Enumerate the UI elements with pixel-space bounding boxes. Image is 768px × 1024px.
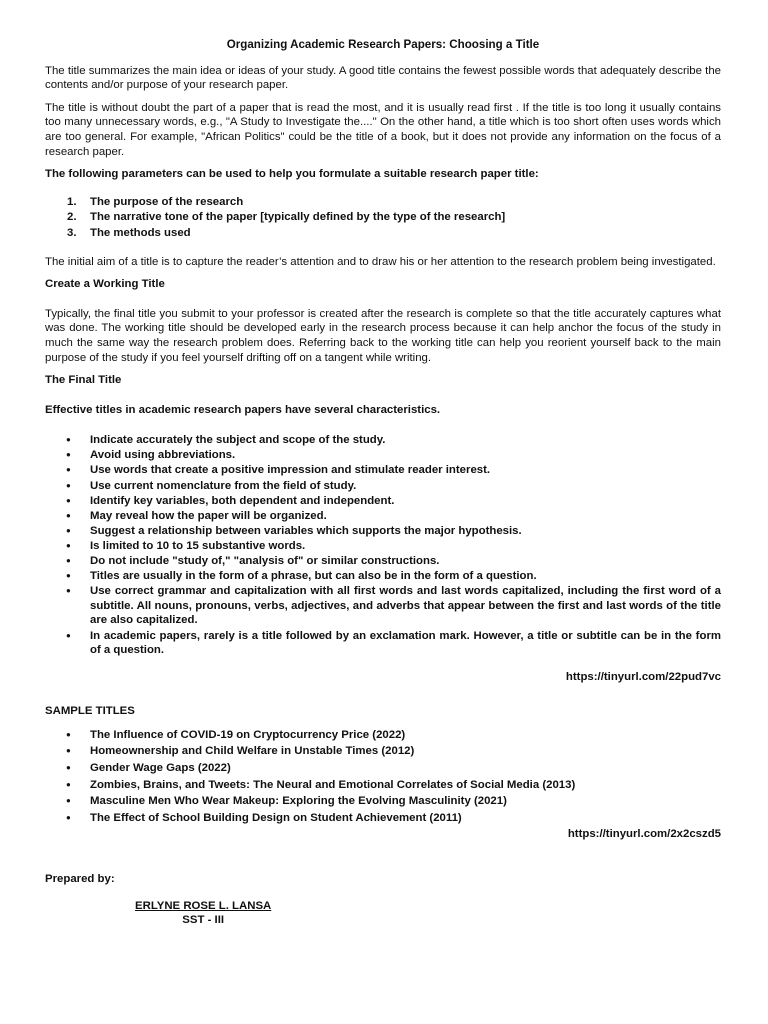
bullet-icon: ●: [66, 746, 71, 756]
list-item: [45, 479, 721, 494]
bullet-icon: ●: [66, 556, 71, 566]
list-item: [45, 226, 721, 241]
bullet-icon: ●: [66, 480, 71, 490]
list-item-text: The methods used: [90, 226, 191, 239]
list-item: [45, 778, 721, 793]
list-item: [45, 554, 721, 569]
working-title-heading: Create a Working Title: [45, 278, 165, 291]
list-item-text: The narrative tone of the paper [typically defined by the type of the research]: [90, 211, 506, 224]
author-name: ERLYNE ROSE L. LANSA: [135, 899, 272, 912]
sample-titles-list: [45, 728, 721, 826]
list-item-text: Gender Wage Gaps (2022): [90, 762, 231, 775]
parameters-list: [45, 195, 721, 241]
parameters-intro: The following parameters can be used to help you formulate a suitable research paper title:: [45, 168, 539, 181]
intro-paragraph: The title summarizes the main idea or ideas of your study. A good title contains the fewest possible words that adequately describe the contents and/or purpose of your research paper.: [45, 64, 721, 92]
author-position: SST - III: [182, 914, 225, 927]
aim-paragraph: The initial aim of a title is to capture the reader’s attention and to draw his or her attention to the research problem being investigated.: [45, 255, 716, 268]
list-item-text: Masculine Men Who Wear Makeup: Exploring the Evolving Masculinity (2021): [90, 795, 507, 808]
sample-titles-heading: SAMPLE TITLES: [45, 705, 135, 718]
list-item: [45, 509, 721, 524]
final-title-heading: The Final Title: [45, 374, 122, 387]
list-item: [45, 494, 721, 509]
list-item-text: Use current nomenclature from the field of study.: [90, 479, 357, 492]
source-link[interactable]: https://tinyurl.com/2x2cszd5: [567, 828, 721, 841]
list-item-text: In academic papers, rarely is a title followed by an exclamation mark. However, a title or subtitle can be in the form of a question.: [90, 629, 721, 657]
list-item: [45, 448, 721, 463]
list-item-text: Indicate accurately the subject and scope of the study.: [90, 434, 386, 447]
list-item-text: Zombies, Brains, and Tweets: The Neural and Emotional Correlates of Social Media (2013): [90, 778, 576, 791]
list-item: [45, 744, 721, 759]
list-number: 1.: [67, 195, 77, 208]
list-item-text: Titles are usually in the form of a phrase, but can also be in the form of a question.: [90, 570, 537, 583]
list-item: [45, 539, 721, 554]
list-item-text: Is limited to 10 to 15 substantive words.: [90, 539, 306, 552]
list-item-text: Avoid using abbreviations.: [90, 449, 236, 462]
title-importance-paragraph: The title is without doubt the part of a paper that is read the most, and it is usually read first . If the title is too long it usually contains too many unnecessary words, e.g., "A Study to Investigate the...." On the other hand, a title which is too short often uses words which are too general. For example, "African Politics" could be the title of a book, but it does not provide any information on the focus of a research paper.: [45, 101, 721, 158]
source-link[interactable]: https://tinyurl.com/22pud7vc: [565, 670, 721, 683]
list-item-text: The Influence of COVID-19 on Cryptocurrency Price (2022): [90, 728, 406, 741]
bullet-icon: ●: [66, 435, 71, 445]
author-block: [135, 899, 271, 928]
bullet-icon: ●: [66, 465, 71, 475]
bullet-icon: ●: [66, 450, 71, 460]
bullet-icon: ●: [66, 495, 71, 505]
prepared-by-label: Prepared by:: [45, 873, 115, 886]
list-item: [45, 728, 721, 743]
bullet-icon: ●: [66, 540, 71, 550]
list-item: [45, 210, 721, 225]
list-item: [45, 794, 721, 809]
bullet-icon: ●: [66, 525, 71, 535]
list-item-text: Homeownership and Child Welfare in Unstable Times (2012): [90, 745, 415, 758]
bullet-icon: ●: [66, 571, 71, 581]
list-item: [45, 811, 721, 826]
bullet-icon: ●: [66, 630, 71, 640]
list-item-text: The Effect of School Building Design on Student Achievement (2011): [90, 811, 462, 824]
list-item-text: The purpose of the research: [90, 195, 244, 208]
list-item-text: May reveal how the paper will be organized.: [90, 509, 327, 522]
list-item: [45, 584, 721, 628]
characteristics-intro: Effective titles in academic research papers have several characteristics.: [45, 403, 441, 416]
bullet-icon: ●: [66, 796, 71, 806]
list-item-text: Use words that create a positive impression and stimulate reader interest.: [90, 464, 491, 477]
list-item: [45, 195, 721, 210]
list-item: [45, 433, 721, 448]
bullet-icon: ●: [66, 779, 71, 789]
list-number: 3.: [67, 226, 77, 239]
working-title-paragraph: Typically, the final title you submit to your professor is created after the research is complete so that the title accurately captures what was done. The working title should be developed early in the research process because it can help anchor the focus of the study in much the same way the research problem does. Referring back to the working title can help you reorient yourself back to the main purpose of the study if you feel yourself drifting off on a tangent while writing.: [45, 307, 721, 364]
list-number: 2.: [67, 211, 77, 224]
list-item-text: Do not include "study of," "analysis of" or similar constructions.: [90, 555, 440, 568]
list-item-text: Use correct grammar and capitalization with all first words and last words capitalized, including the first word of a subtitle. All nouns, pronouns, verbs, adjectives, and adverbs that appear between the first and last words of the title are also capitalized.: [90, 585, 721, 627]
list-item: [45, 569, 721, 584]
list-item-text: Identify key variables, both dependent and independent.: [90, 494, 395, 507]
bullet-icon: ●: [66, 729, 71, 739]
bullet-icon: ●: [66, 763, 71, 773]
bullet-icon: ●: [66, 812, 71, 822]
list-item-text: Suggest a relationship between variables which supports the major hypothesis.: [90, 524, 522, 537]
list-item: [45, 761, 721, 776]
signature-block: [45, 899, 721, 939]
list-item: [45, 463, 721, 478]
bullet-icon: ●: [66, 586, 71, 596]
list-item: [45, 629, 721, 658]
document-page: [45, 38, 721, 939]
bullet-icon: ●: [66, 510, 71, 520]
characteristics-list: [45, 433, 721, 657]
list-item: [45, 524, 721, 539]
document-title: Organizing Academic Research Papers: Choosing a Title: [226, 38, 540, 51]
